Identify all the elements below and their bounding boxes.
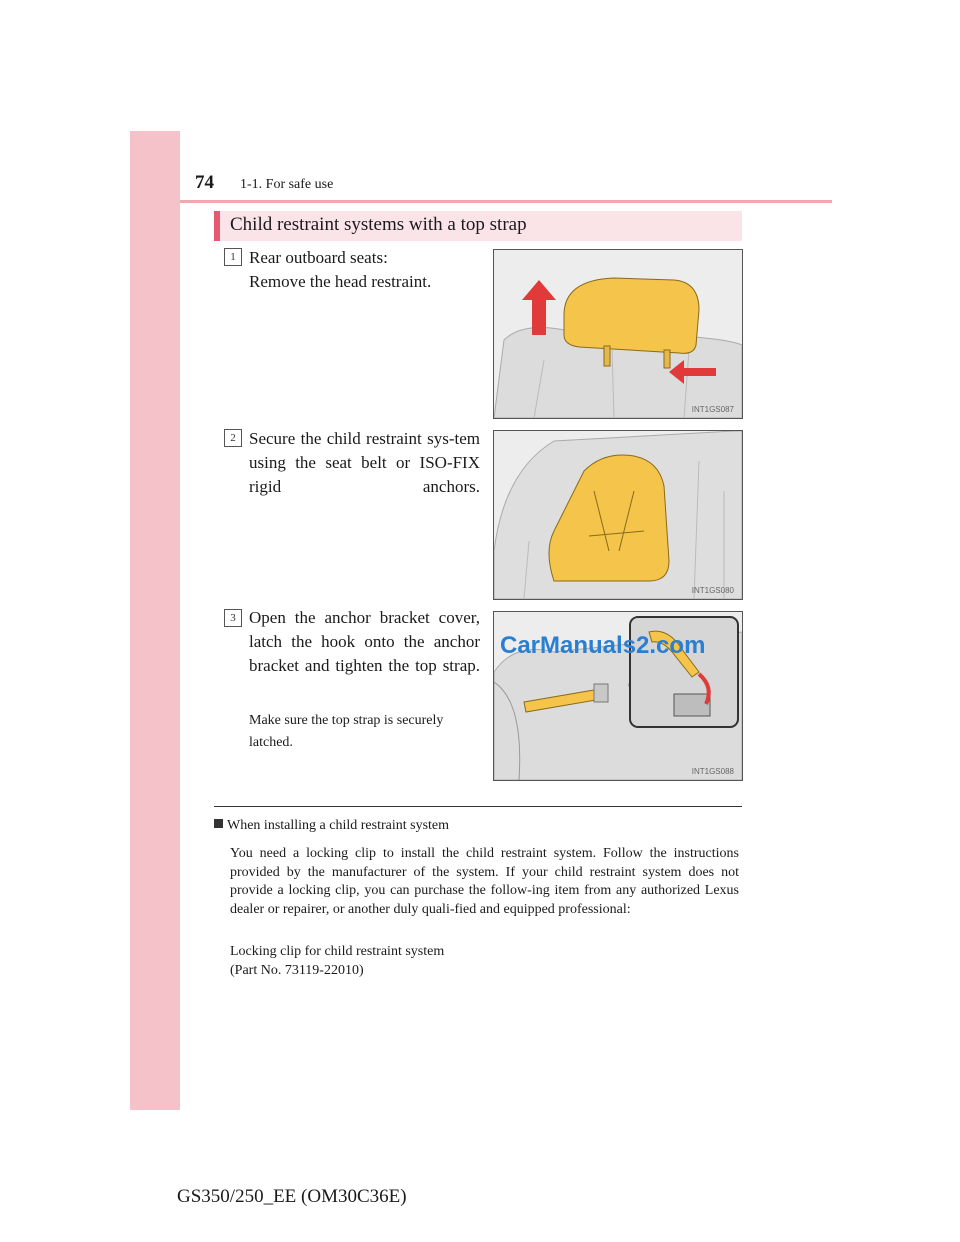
page-number: 74 [195,172,214,193]
note-paragraph-2-line2: (Part No. 73119-22010) [230,962,364,978]
illustration-child-seat [493,430,743,600]
illustration-code-1: INT1GS087 [691,405,734,414]
title-accent-bar [214,211,220,241]
illustration-code-2: INT1GS080 [691,586,734,595]
notes-divider [214,806,742,807]
step-3-text: Open the anchor bracket cover, latch the hook onto the anchor bracket and tighten the top strap. [249,608,480,675]
child-seat-drawing [494,431,742,599]
note-heading [214,818,449,834]
step-1-line1: Rear outboard seats: [249,248,388,267]
illustration-code-3: INT1GS088 [691,767,734,776]
step-2-text: Secure the child restraint sys-tem using the seat belt or ISO-FIX rigid anchors. [249,429,480,496]
step-number-2: 2 [224,429,242,447]
watermark: CarManuals2.com [500,632,706,659]
footer-model-code: GS350/250_EE (OM30C36E) [177,1186,407,1207]
step-1-line2: Remove the head restraint. [249,272,432,291]
step-1-text [249,246,480,294]
note-paragraph-2 [230,943,739,980]
header-rule [180,200,832,203]
section-heading: 1-1. For safe use [240,177,334,192]
square-bullet-icon [214,819,223,828]
step-3-note: Make sure the top strap is securely latched. [249,713,444,750]
illustration-head-restraint [493,249,743,419]
note-paragraph-1: You need a locking clip to install the child restraint system. Follow the instructions provided by the manufacturer of the system. If your child restraint system does not provide a locking clip, you can purchase the follow-ing item from any authorized Lexus dealer or repairer, or another duly quali-fied and equipped professional: [230,846,739,917]
side-margin-tab [130,131,180,1110]
step-number-1: 1 [224,248,242,266]
head-restraint-drawing [494,250,742,418]
step-number-3: 3 [224,609,242,627]
note-paragraph-2-line1: Locking clip for child restraint system [230,944,445,959]
note-heading-text: When installing a child restraint system [227,818,450,833]
section-title: Child restraint systems with a top strap [230,214,527,235]
